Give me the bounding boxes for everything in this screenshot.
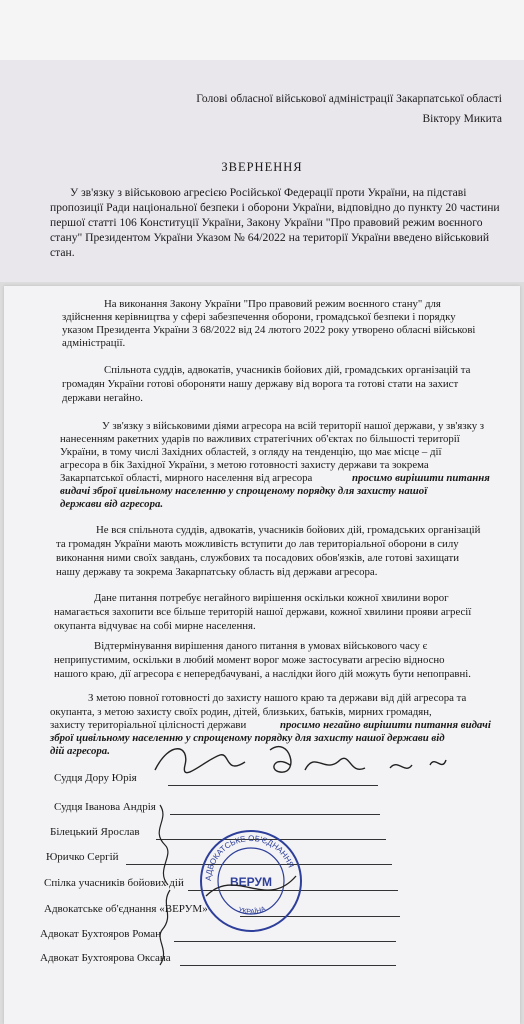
body-line: здійснення керівництва у сфері забезпечення оборони, громадської безпеки і порядку [62,311,456,323]
intro-line: У зв'язку з військовою агресією Російської Федерації проти України, на підставі [70,186,467,199]
organization-stamp [196,826,306,936]
signatory: Адвокат Бухтояров Роман [40,928,162,940]
body-line: нашу державу та зокрема Закарпатську область від держави агресора. [56,566,378,578]
document-title: ЗВЕРНЕННЯ [221,160,303,174]
stamp-bottom-text: УКРАЇНА [237,905,267,916]
body-line: Дане питання потребує негайного вирішення оскільки кожної хвилини ворог [94,592,449,604]
body-line: окупанта відчуває на собі мирне населення. [54,620,256,632]
intro-line: пропозиції Ради національної безпеки і оборони України, відповідно до пункту 20 частини [50,201,500,214]
signatory: Спілка учасників бойових дій [44,877,184,889]
signature-line [174,941,396,942]
handwritten-signature-1 [150,730,450,790]
body-line: нанесенням ракетних ударів по важливих стратегічних об'єктах по більшості території [60,433,460,445]
body-line-bold: видачі зброї цивільному населенню у спрощеному порядку для захисту нашої [60,485,428,497]
body-line-bold: дій агресора. [50,745,110,757]
signature-line [180,965,396,966]
body-line: та громадян України мають можливість вступити до лав територіальної оборони в силу [56,538,459,550]
body-line-bold: просимо вирішити питання [352,472,490,484]
body-line: України, в тому числі Західних областей, з огляду на тенденцію, що має місце – дії [60,446,442,458]
body-line: адміністрації. [62,337,126,349]
body-line-bold: зброї цивільному населенню у спрощеному порядку для захисту нашої держави від [50,732,445,744]
intro-line: стану" Президентом України Указом № 64/2022 на території України введено військовий [50,231,490,244]
body-line: Відтермінування вирішення даного питання в умовах військового часу є [94,640,428,652]
body-line: У зв'язку з військовими діями агресора на всій території нашої держави, у зв'язку з [102,420,485,432]
body-line: нашого краю, дії агресора є непередбачувані, а наслідки його дій можуть бути непоправні. [54,668,472,680]
body-line: агресора в бік Західної України, з метою готовності захисту держави та зокрема [60,459,429,471]
signatory: Юричко Сергій [46,851,119,863]
body-line: громадян України готові обороняти нашу державу від ворога та готові стати на захист [62,378,459,390]
intro-line: першої статті 106 Конституції України, Закону України "Про правовий режим воєнного [50,216,483,229]
body-line: виконання ними своїх завдань, службових та посадових обов'язків, але готові захищати [56,552,460,564]
body-line: Спільнота суддів, адвокатів, учасників бойових дій, громадських організацій та [104,364,471,376]
signatory: Білецький Ярослав [50,826,140,838]
addressee-line-2: Віктору Микита [422,113,502,125]
signatory: Адвокатське об'єднання «ВЕРУМ» [44,903,208,915]
body-line: На виконання Закону України "Про правовий режим воєнного стану" для [104,298,441,310]
body-line: захисту територіальної цілісності держави [50,719,247,731]
body-line: Не вся спільнота суддів, адвокатів, учасників бойових дій, громадських організацій [96,524,481,536]
stamp-ring-text: АДВОКАТСЬКЕ ОБ'ЄДНАННЯ [203,833,296,882]
signatory: Судця Іванова Андрія [54,801,156,813]
addressee-line-1: Голові обласної військової адміністрації Закарпатської області [196,93,502,105]
signatory: Судця Дору Юрія [54,772,137,784]
body-line: Закарпатської області, мирного населення від агресора [60,472,313,484]
signature-line [170,814,380,815]
body-line: указом Президента України 3 68/2022 від 24 лютого 2022 року утворено обласні військові [62,324,476,336]
body-line: окупанта, з метою захисту своїх родин, дітей, близьких, батьків, мирних громадян, [50,706,432,718]
body-line-bold: держави від агресора. [60,498,164,510]
body-line: неприпустимим, оскільки в любий момент ворог може застосувати агресію відносно [54,654,445,666]
signatory: Адвокат Бухтоярова Оксана [40,952,171,964]
blank-margin [0,0,524,60]
body-line-bold: просимо негайно вирішити питання видачі [280,719,491,731]
intro-line: стан. [50,246,75,259]
body-line: З метою повної готовності до захисту нашого краю та держави від дій агресора та [88,692,467,704]
body-line: намагається захопити все більше територій нашої держави, кожної хвилини прояви агресії [54,606,472,618]
body-line: держави негайно. [62,392,143,404]
handwritten-signature-2 [140,800,200,970]
stamp-center-text: ВЕРУМ [230,875,272,889]
